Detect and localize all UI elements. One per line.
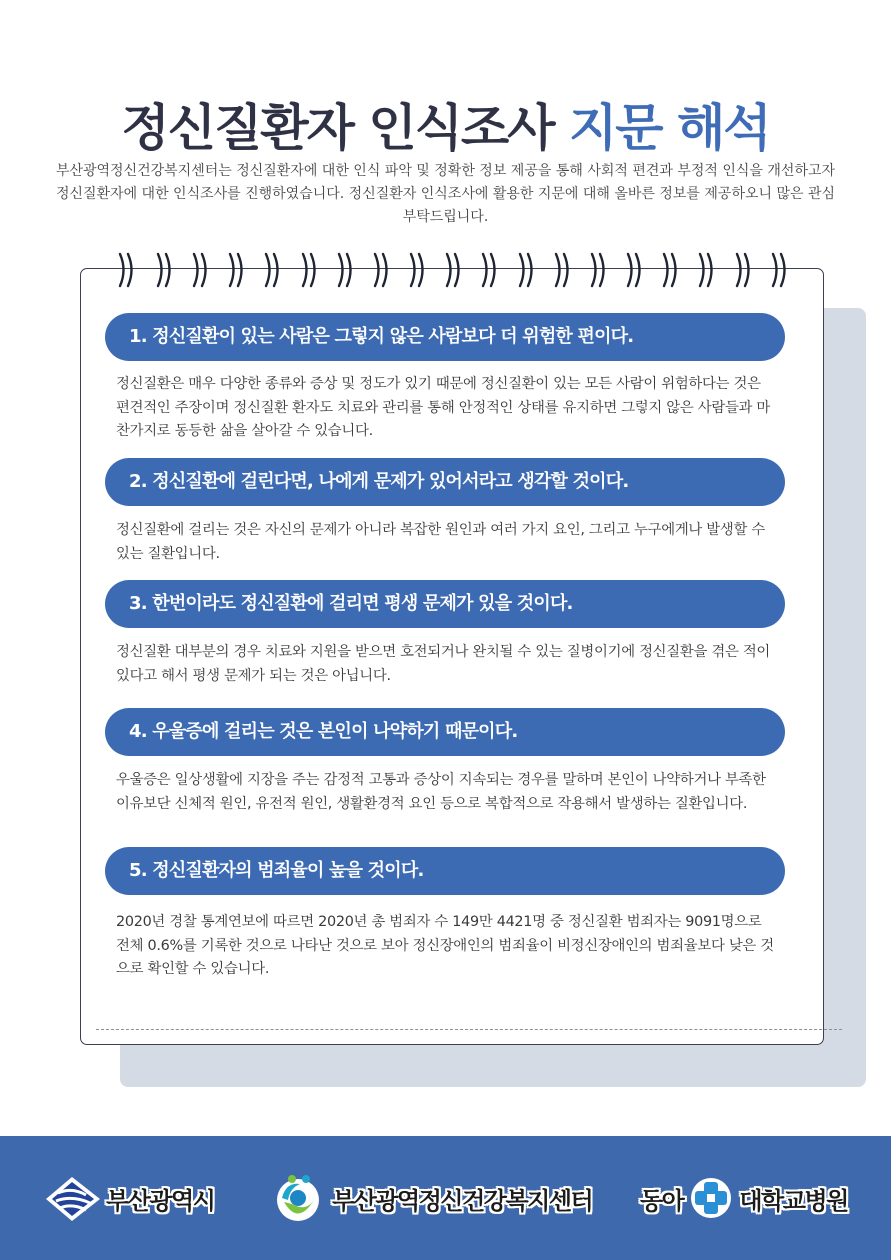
busan-city-name: 부산광역시	[106, 1186, 215, 1215]
question-5: 5. 정신질환자의 범죄율이 높을 것이다.	[105, 847, 785, 895]
donga-hospital-logo	[640, 1170, 848, 1226]
answer-2: 정신질환에 걸리는 것은 자신의 문제가 아니라 복잡한 원인과 여러 가지 요인, 그리고 누구에게나 발생할 수 있는 질환입니다.	[116, 522, 765, 562]
answer-3: 정신질환 대부분의 경우 치료와 지원을 받으면 호전되거나 완치될 수 있는 질병이기에 정신질환을 겪은 적이 있다고 해서 평생 문제가 되는 것은 아닙니다.	[116, 644, 771, 684]
question-4: 4. 우울증에 걸리는 것은 본인이 나약하기 때문이다.	[105, 708, 785, 756]
donga-name: 동아	[640, 1186, 684, 1215]
page-title	[0, 96, 891, 160]
intro-text: 부산광역정신건강복지센터는 정신질환자에 대한 인식 파악 및 정확한 정보 제공을 통해 사회적 편견과 부정적 인식을 개선하고자 정신질환자에 대한 인식조사를 진행하였습니다. 정신질환자 인식조사에 활용한 지문에 대해 올바른 정보를 제공하오니 많은 관심 부탁드립니다.	[55, 163, 836, 225]
page-title-main: 정신질환자 인식조사	[121, 99, 554, 157]
question-1: 1. 정신질환이 있는 사람은 그렇지 않은 사람보다 더 위험한 편이다.	[105, 313, 785, 361]
busan-mental-center-logo	[270, 1170, 592, 1226]
question-3: 3. 한번이라도 정신질환에 걸리면 평생 문제가 있을 것이다.	[105, 580, 785, 628]
answer-4: 우울증은 일상생활에 지장을 주는 감정적 고통과 증상이 지속되는 경우를 말하며 본인이 나약하거나 부족한 이유보단 신체적 원인, 유전적 원인, 생활환경적 요인 등으로 복합적으로 작용해서 발생하는 질환입니다.	[116, 772, 766, 812]
hospital-cross-icon	[685, 1176, 737, 1220]
answer-5: 2020년 경찰 통계연보에 따르면 2020년 총 범죄자 수 149만 4421명 중 정신질환 범죄자는 9091명으로 전체 0.6%를 기록한 것으로 나타난 것으로 보아 정신장애인의 범죄율이 비정신장애인의 범죄율보다 낮은 것으로 확인할 수 있습니다.	[116, 914, 774, 977]
university-hospital-name: 대학교병원	[739, 1186, 848, 1215]
mental-center-name: 부산광역정신건강복지센터	[332, 1186, 593, 1215]
answer-1: 정신질환은 매우 다양한 종류와 증상 및 정도가 있기 때문에 정신질환이 있는 모든 사람이 위험하다는 것은 편견적인 주장이며 정신질환 환자도 치료와 관리를 통해 안정적인 상태를 유지하면 그렇지 않은 사람들과 마찬가지로 동등한 삶을 살아갈 수 있습니다.	[116, 376, 771, 439]
card-divider	[96, 1029, 842, 1030]
question-2: 2. 정신질환에 걸린다면, 나에게 문제가 있어서라고 생각할 것이다.	[105, 458, 785, 506]
page-title-accent: 지문 해석	[568, 99, 770, 157]
busan-city-logo	[42, 1170, 214, 1226]
busan-emblem-icon	[42, 1173, 104, 1223]
spiral-binding	[0, 252, 891, 288]
mental-center-emblem-icon	[270, 1170, 328, 1226]
